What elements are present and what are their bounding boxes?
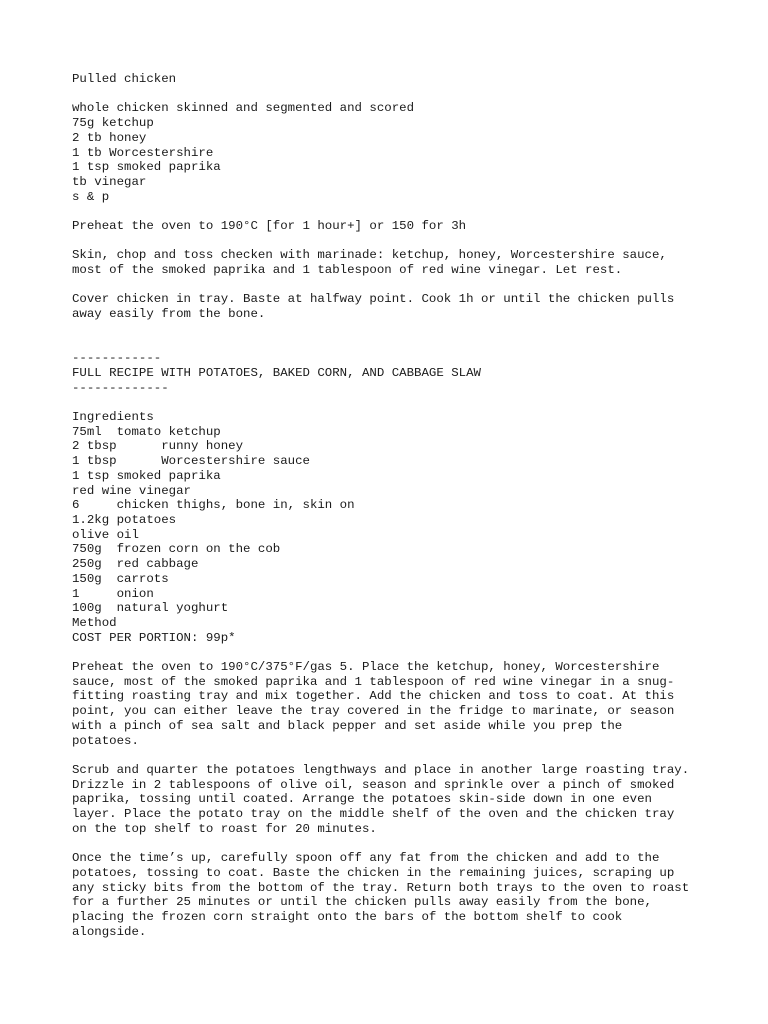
ingredient-line: red wine vinegar: [72, 483, 191, 498]
recipe-title: Pulled chicken: [72, 72, 177, 86]
ingredient-line: 75g ketchup: [72, 116, 154, 131]
method-paragraph: Cover chicken in tray. Baste at halfway point. Cook 1h or until the chicken pulls away easily from the bone.: [72, 292, 675, 322]
ingredient-line: 1 tsp smoked paprika: [72, 468, 221, 483]
ingredient-line: 1.2kg potatoes: [72, 512, 177, 527]
ingredients-heading: Ingredients: [72, 410, 154, 425]
spacer: [72, 322, 712, 337]
spacer: [72, 645, 712, 660]
cost-per-portion: COST PER PORTION: 99p*: [72, 630, 236, 645]
spacer: [72, 87, 712, 102]
spacer: [72, 748, 712, 763]
ingredient-line: 1 onion: [72, 586, 154, 601]
spacer: [72, 234, 712, 249]
ingredient-line: 150g carrots: [72, 571, 169, 586]
section-title: FULL RECIPE WITH POTATOES, BAKED CORN, AND CABBAGE SLAW: [72, 365, 481, 380]
spacer: [72, 204, 712, 219]
ingredient-line: 250g red cabbage: [72, 557, 199, 572]
method-paragraph: Scrub and quarter the potatoes lengthways and place in another large roasting tray. Drizzle in 2 tablespoons of olive oil, season and sprinkle over a pinch of smoked paprika, tossing until coated. Arrange the potatoes skin-side down in one even layer. Place the potato tray on the middle shelf of the oven and the chicken tray on the top shelf to roast for 20 minutes.: [72, 762, 690, 836]
divider: ------------: [72, 351, 162, 366]
ingredient-line: 1 tsp smoked paprika: [72, 160, 221, 175]
method-heading: Method: [72, 615, 117, 630]
method-paragraph: Skin, chop and toss checken with marinade: ketchup, honey, Worcestershire sauce, most of the smoked paprika and 1 tablespoon of red wine vinegar. Let rest.: [72, 248, 667, 278]
spacer: [72, 836, 712, 851]
ingredient-line: 750g frozen corn on the cob: [72, 542, 281, 557]
ingredient-line: s & p: [72, 189, 110, 204]
ingredient-line: whole chicken skinned and segmented and scored: [72, 101, 415, 116]
ingredient-line: 6 chicken thighs, bone in, skin on: [72, 498, 355, 513]
spacer: [72, 395, 712, 410]
method-paragraph: Preheat the oven to 190°C/375°F/gas 5. Place the ketchup, honey, Worcestershire sauce, most of the smoked paprika and 1 tablespoon of red wine vinegar in a snug- fitting roasting tray and mix together. Add the chicken and toss to coat. At this point, you can either leave the tray covered in the fridge to marinate, or season with a pinch of sea salt and black pepper and set aside while you prep the potatoes.: [72, 660, 675, 748]
ingredient-line: olive oil: [72, 527, 139, 542]
method-paragraph: Preheat the oven to 190°C [for 1 hour+] or 150 for 3h: [72, 219, 467, 233]
ingredient-line: 1 tbsp Worcestershire sauce: [72, 454, 310, 469]
ingredient-line: tb vinegar: [72, 174, 147, 189]
divider: -------------: [72, 380, 169, 395]
ingredient-line: 1 tb Worcestershire: [72, 145, 214, 160]
ingredient-line: 75ml tomato ketchup: [72, 424, 221, 439]
document-page: [72, 72, 712, 939]
ingredient-line: 2 tb honey: [72, 130, 147, 145]
ingredient-line: 2 tbsp runny honey: [72, 439, 244, 454]
spacer: [72, 337, 712, 352]
ingredient-line: 100g natural yoghurt: [72, 601, 229, 616]
spacer: [72, 278, 712, 293]
method-paragraph: Once the time’s up, carefully spoon off any fat from the chicken and add to the potatoes, tossing to coat. Baste the chicken in the remaining juices, scraping up any sticky bits from the bottom of the tray. Return both trays to the oven to roast for a further 25 minutes or until the chicken pulls away easily from the bone, placing the frozen corn straight onto the bars of the bottom shelf to cook alongside.: [72, 851, 690, 939]
